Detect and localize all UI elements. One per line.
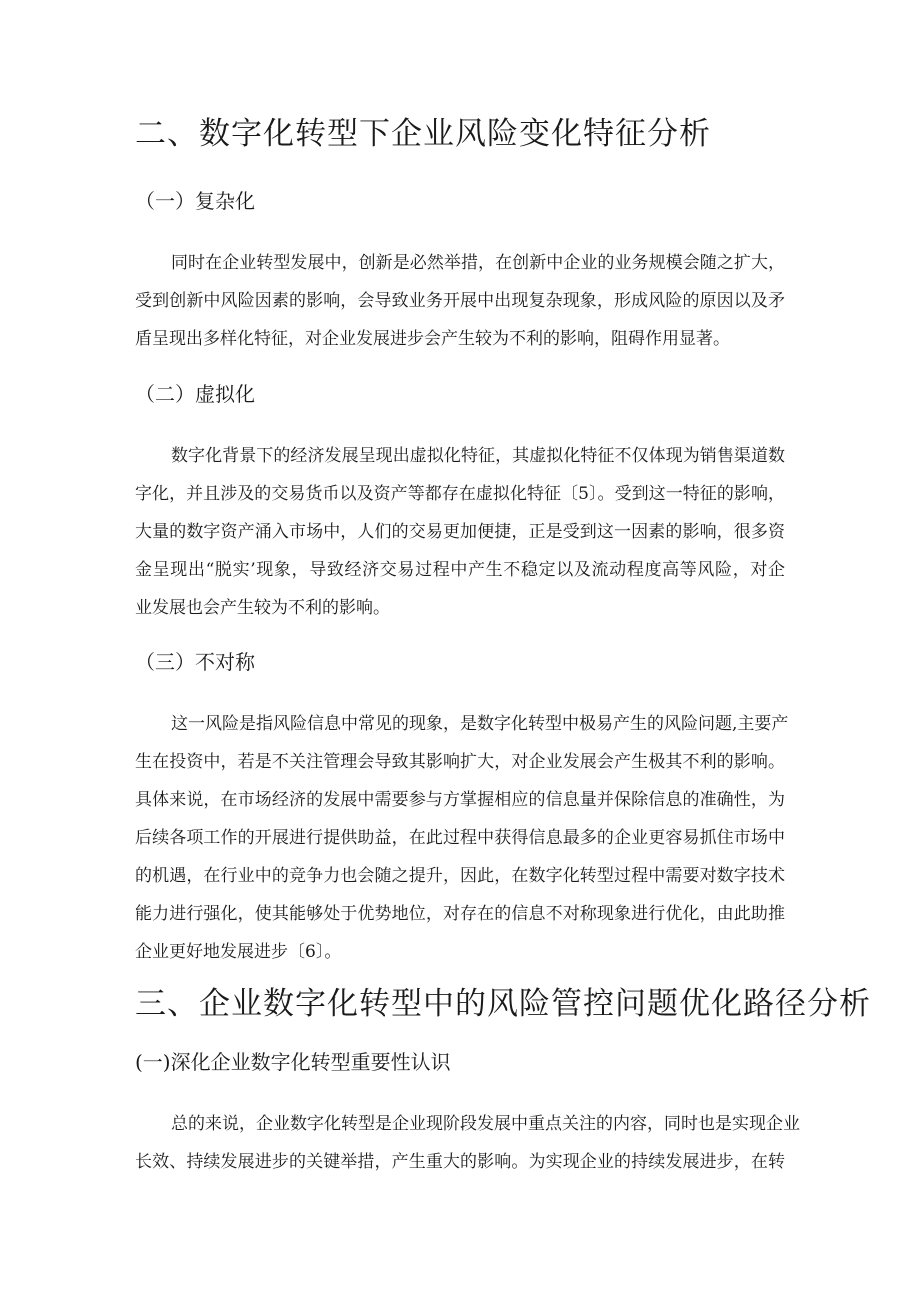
text-line: 受到创新中风险因素的影响，会导致业务开展中出现复杂现象，形成风险的原因以及矛 [135,291,785,311]
subsection-deepen-understanding-heading: (一)深化企业数字化转型重要性认识 [135,1050,451,1074]
text-line: 大量的数字资产涌入市场中，人们的交易更加便捷，正是受到这一因素的影响，很多资 [135,522,785,542]
section-3-title: 三、企业数字化转型中的风险管控问题优化路径分析 [135,986,871,1022]
text-line: 同时在企业转型发展中，创新是必然举措，在创新中企业的业务规模会随之扩大， [171,253,785,273]
text-line: 金呈现出“脱实’现象，导致经济交易过程中产生不稳定以及流动程度高等风险，对企 [135,560,785,580]
section-2-title: 二、数字化转型下企业风险变化特征分析 [135,116,711,152]
subsection-complexity-heading: （一）复杂化 [135,189,255,213]
text-line: 字化，并且涉及的交易货币以及资产等都存在虚拟化特征〔5〕。受到这一特征的影响， [135,484,785,504]
text-line: 企业更好地发展进步〔6〕。 [135,942,342,962]
text-line: 这一风险是指风险信息中常见的现象，是数字化转型中极易产生的风险问题,主要产 [171,714,789,734]
text-line: 具体来说，在市场经济的发展中需要参与方掌握相应的信息量并保除信息的准确性，为 [135,790,785,810]
text-line: 业发展也会产生较为不利的影响。 [135,598,390,618]
text-line: 盾呈现出多样化特征，对企业发展进步会产生较为不利的影响，阻碍作用显著。 [135,329,730,349]
text-line: 长效、持续发展进步的关键举措，产生重大的影响。为实现企业的持续发展进步，在转 [135,1152,785,1172]
text-line: 生在投资中，若是不关注管理会导致其影响扩大，对企业发展会产生极其不利的影响。 [135,752,785,772]
text-line: 的机遇，在行业中的竞争力也会随之提升，因此，在数字化转型过程中需要对数字技术 [135,866,785,886]
subsection-virtualization-heading: （二）虚拟化 [135,382,255,406]
subsection-asymmetry-heading: （三）不对称 [135,650,255,674]
text-line: 后续各项工作的开展进行提供助益，在此过程中获得信息最多的企业更容易抓住市场中 [135,828,785,848]
text-line: 能力进行强化，使其能够处于优势地位，对存在的信息不对称现象进行优化，由此助推 [135,904,785,924]
text-line: 总的来说，企业数字化转型是企业现阶段发展中重点关注的内容，同时也是实现企业 [171,1114,800,1134]
text-line: 数字化背景下的经济发展呈现出虚拟化特征，其虚拟化特征不仅体现为销售渠道数 [171,446,785,466]
